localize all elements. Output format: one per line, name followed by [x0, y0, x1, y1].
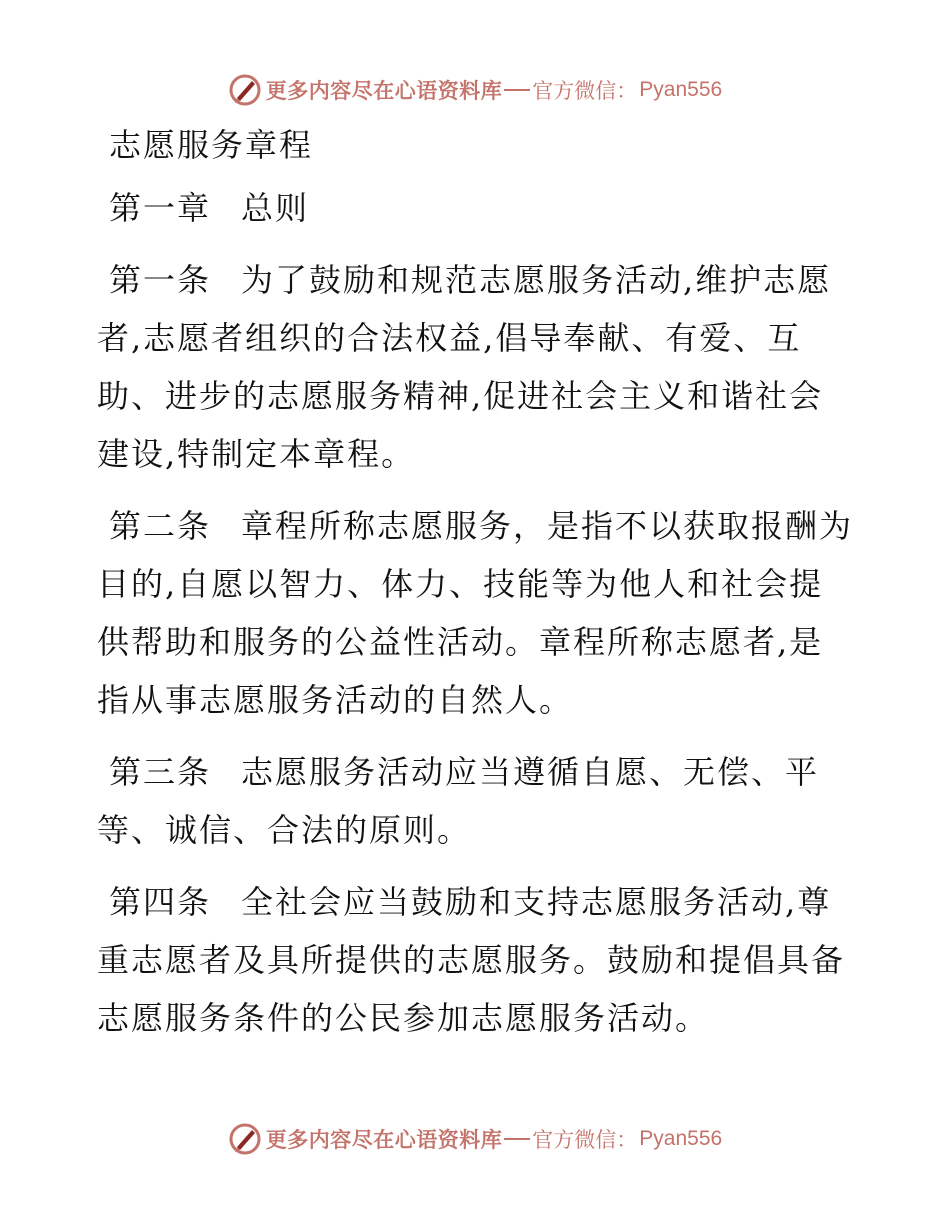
watermark-dash — [504, 89, 530, 91]
document-body — [97, 120, 857, 1061]
footer-watermark — [0, 1117, 950, 1161]
chapter-heading — [109, 183, 857, 233]
document-title: 志愿服务章程 — [109, 126, 314, 164]
article-text: 章程所称志愿服务，是指不以获取报酬为目的,自愿以智力、体力、技能等为他人和社会提供帮助和服务的公益性活动。章程所称志愿者,是指从事志愿服务活动的自然人。 — [97, 507, 854, 719]
article-4 — [97, 873, 857, 1047]
article-number: 第一条 — [109, 261, 212, 299]
article-text: 为了鼓励和规范志愿服务活动,维护志愿者,志愿者组织的合法权益,倡导奉献、有爱、互助、进步的志愿服务精神,促进社会主义和谐社会建设,特制定本章程。 — [97, 261, 832, 473]
article-number: 第三条 — [109, 753, 212, 791]
watermark-wechat-label: 官方微信： — [532, 1128, 638, 1152]
watermark-dash — [504, 1138, 530, 1140]
chapter-name: 总则 — [241, 189, 310, 227]
watermark-main-text: 更多内容尽在心语资料库 — [265, 78, 503, 103]
article-2 — [97, 497, 857, 729]
article-text: 志愿服务活动应当遵循自愿、无偿、平等、诚信、合法的原则。 — [97, 753, 820, 849]
chapter-number: 第一章 — [109, 189, 212, 227]
article-number: 第四条 — [109, 883, 212, 921]
watermark-wechat-label: 官方微信： — [532, 79, 638, 103]
watermark-main-text: 更多内容尽在心语资料库 — [265, 1127, 503, 1152]
article-text: 全社会应当鼓励和支持志愿服务活动,尊重志愿者及具所提供的志愿服务。鼓励和提倡具备志愿服务条件的公民参加志愿服务活动。 — [97, 883, 846, 1037]
pen-logo-icon — [228, 1122, 262, 1156]
article-1 — [97, 251, 857, 483]
article-number: 第二条 — [109, 507, 212, 545]
header-watermark — [0, 68, 950, 112]
watermark-wechat-id: Pyan556 — [639, 78, 723, 101]
article-3 — [97, 743, 857, 859]
watermark-wechat-id: Pyan556 — [639, 1127, 723, 1150]
pen-logo-icon — [228, 73, 262, 107]
